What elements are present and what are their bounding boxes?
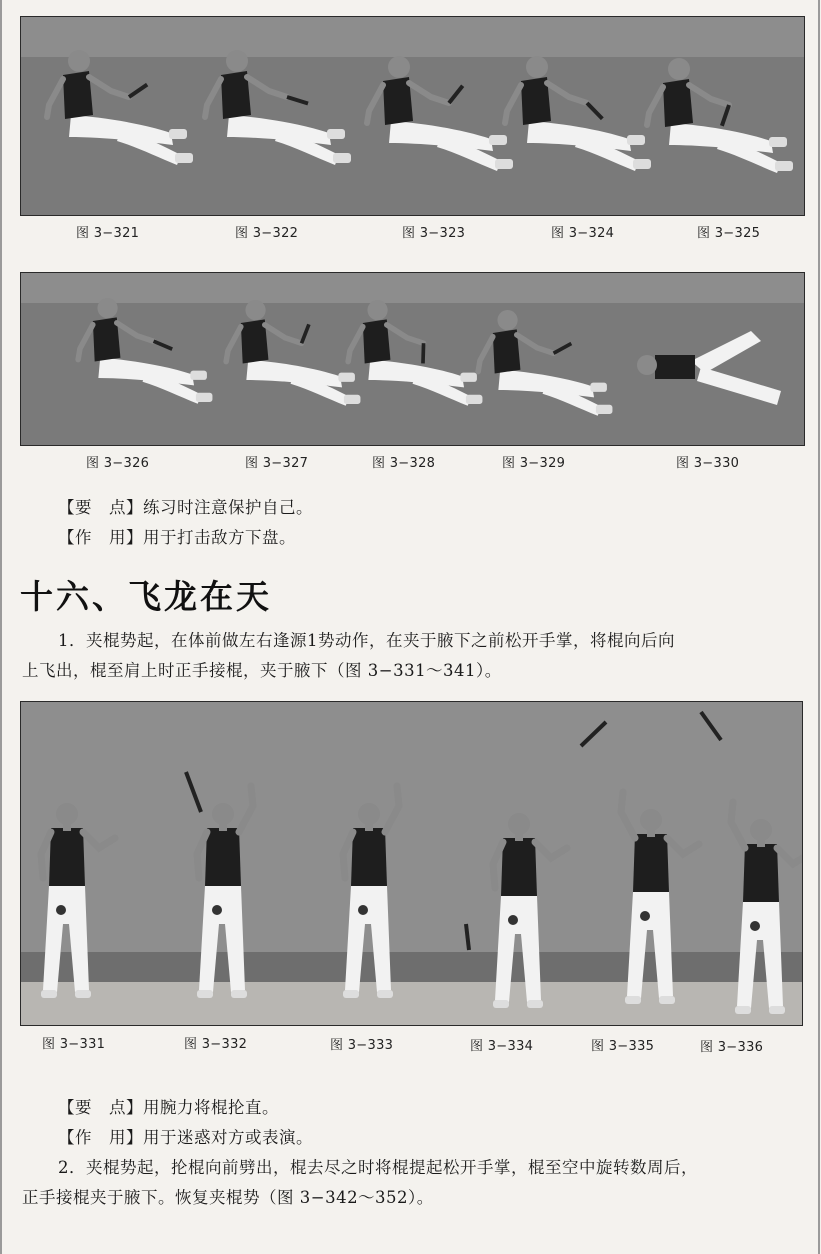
- shoe: [190, 371, 207, 380]
- shoe: [175, 153, 193, 163]
- shoe: [493, 1000, 509, 1008]
- shoe: [344, 395, 361, 404]
- page-border-left: [0, 0, 2, 1254]
- head: [212, 803, 234, 825]
- distant-lawn: [21, 17, 804, 57]
- shoe: [333, 153, 351, 163]
- section-title: 十六、飞龙在天: [20, 577, 272, 616]
- neck: [757, 839, 765, 847]
- page-border-right: [818, 0, 820, 1254]
- step-1-line-1: 1．夹棍势起，在体前做左右逢源1势动作，在夹于腋下之前松开手掌，将棍向后向: [58, 631, 675, 650]
- photo-row-1: [20, 16, 805, 216]
- photo-row-3: [20, 701, 803, 1026]
- distant-lawn: [21, 273, 804, 303]
- shoe: [197, 990, 213, 998]
- head: [367, 300, 387, 320]
- vest: [633, 834, 669, 892]
- vest: [351, 828, 387, 886]
- shoe: [489, 135, 507, 145]
- head: [640, 809, 662, 831]
- figure-caption: 图 3−328: [372, 456, 436, 471]
- shoe: [590, 383, 607, 392]
- shoe: [659, 996, 675, 1004]
- neck: [365, 823, 373, 831]
- step-2-line-2: 正手接棍夹于腋下。恢复夹棍势（图 3−342～352）。: [22, 1188, 434, 1207]
- neck: [63, 823, 71, 831]
- figure-caption: 图 3−332: [184, 1037, 248, 1052]
- logo-patch: [508, 915, 518, 925]
- figure-caption: 图 3−334: [470, 1039, 534, 1054]
- neck: [515, 833, 523, 841]
- head: [56, 803, 78, 825]
- figure-caption: 图 3−335: [591, 1039, 655, 1054]
- key-point-2: 【要 点】用腕力将棍抡直。: [58, 1098, 279, 1117]
- vest: [501, 838, 537, 896]
- figure-caption: 图 3−331: [42, 1037, 106, 1052]
- shoe: [196, 393, 213, 402]
- shoe: [495, 159, 513, 169]
- head: [226, 50, 248, 72]
- shoe: [527, 1000, 543, 1008]
- shoe: [41, 990, 57, 998]
- figure-caption: 图 3−330: [676, 456, 740, 471]
- logo-patch: [640, 911, 650, 921]
- figure-caption: 图 3−321: [76, 226, 140, 241]
- head: [637, 355, 657, 375]
- figure-caption: 图 3−324: [551, 226, 615, 241]
- neck: [219, 823, 227, 831]
- figure-caption: 图 3−327: [245, 456, 309, 471]
- function-2: 【作 用】用于迷惑对方或表演。: [58, 1128, 313, 1147]
- seated-sequence-photo: [21, 17, 804, 215]
- vest: [655, 355, 695, 379]
- shoe: [75, 990, 91, 998]
- vest: [49, 828, 85, 886]
- head: [497, 310, 517, 330]
- nunchaku-stick: [423, 343, 424, 363]
- head: [668, 58, 690, 80]
- shoe: [327, 129, 345, 139]
- function-1: 【作 用】用于打击敌方下盘。: [58, 528, 296, 547]
- shoe: [466, 395, 483, 404]
- pavement: [21, 982, 802, 1025]
- shoe: [735, 1006, 751, 1014]
- head: [508, 813, 530, 835]
- head: [388, 56, 410, 78]
- shoe: [625, 996, 641, 1004]
- figure-caption: 图 3−322: [235, 226, 299, 241]
- shoe: [775, 161, 793, 171]
- head: [358, 803, 380, 825]
- figure-caption: 图 3−336: [700, 1040, 764, 1055]
- logo-patch: [750, 921, 760, 931]
- logo-patch: [358, 905, 368, 915]
- neck: [647, 829, 655, 837]
- logo-patch: [56, 905, 66, 915]
- shoe: [460, 373, 477, 382]
- photo-row-2: [20, 272, 805, 446]
- shoe: [633, 159, 651, 169]
- head: [245, 300, 265, 320]
- step-1-line-2: 上飞出，棍至肩上时正手接棍，夹于腋下（图 3−331～341）。: [22, 661, 502, 680]
- step-2-line-1: 2．夹棍势起，抡棍向前劈出，棍去尽之时将棍提起松开手掌，棍至空中旋转数周后，: [58, 1158, 698, 1177]
- head: [526, 56, 548, 78]
- head: [68, 50, 90, 72]
- figure-caption: 图 3−325: [697, 226, 761, 241]
- shoe: [231, 990, 247, 998]
- shoe: [596, 405, 613, 414]
- shoe: [169, 129, 187, 139]
- vest: [205, 828, 241, 886]
- figure-caption: 图 3−329: [502, 456, 566, 471]
- shoe: [377, 990, 393, 998]
- standing-sequence-photo: [21, 702, 802, 1025]
- head: [97, 298, 117, 318]
- shoe: [343, 990, 359, 998]
- figure-caption: 图 3−333: [330, 1038, 394, 1053]
- shoe: [769, 137, 787, 147]
- figure-caption: 图 3−326: [86, 456, 150, 471]
- logo-patch: [212, 905, 222, 915]
- head: [750, 819, 772, 841]
- shoe: [769, 1006, 785, 1014]
- shoe: [627, 135, 645, 145]
- roll-sequence-photo: [21, 273, 804, 445]
- shoe: [338, 373, 355, 382]
- vest: [743, 844, 779, 902]
- key-point-1: 【要 点】练习时注意保护自己。: [58, 498, 313, 517]
- wall-base: [21, 952, 802, 982]
- figure-caption: 图 3−323: [402, 226, 466, 241]
